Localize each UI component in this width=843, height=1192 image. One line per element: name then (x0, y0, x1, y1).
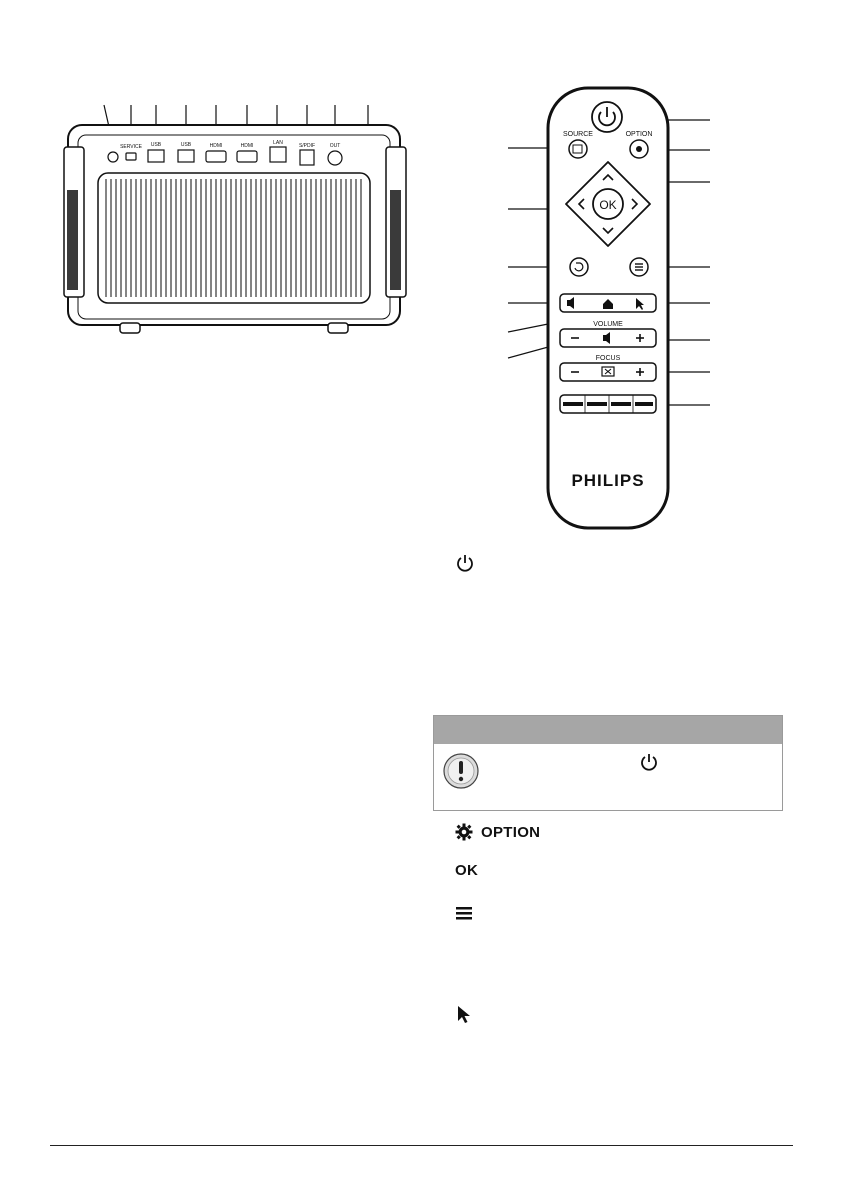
lan-port-label: LAN (273, 140, 283, 146)
hdmi1-port-label: HDMI (209, 143, 223, 149)
projector-rear-panel-illustration (40, 95, 430, 355)
focus-label: FOCUS (595, 355, 621, 362)
caution-note (433, 715, 783, 811)
ok-label-remote: OK (599, 198, 617, 212)
caution-icon (442, 752, 480, 790)
spdif-port-label: S/PDIF (298, 143, 316, 149)
gear-icon (455, 823, 473, 841)
pointer-icon (455, 1004, 473, 1024)
volume-label: VOLUME (593, 321, 623, 328)
usb2-port-label: USB (180, 142, 192, 148)
legend-pointer (455, 1004, 473, 1024)
legend-menu (455, 905, 473, 921)
menu-icon (455, 905, 473, 921)
option-label-remote: OPTION (625, 131, 653, 138)
legend-ok-label: OK (455, 862, 479, 879)
legend-ok (455, 862, 478, 879)
caution-note-header (434, 716, 782, 744)
usb1-port-label: USB (150, 142, 162, 148)
legend-power (455, 553, 475, 573)
service-port-label: SERVICE (120, 144, 142, 150)
source-label: SOURCE (563, 131, 593, 138)
hdmi2-port-label: HDMI (240, 143, 254, 149)
brand-logo: PHILIPS (571, 471, 645, 490)
legend-option-label: OPTION (481, 823, 541, 841)
footer-rule (50, 1145, 793, 1146)
audio-out-port-label: OUT (329, 143, 341, 149)
remote-control-illustration (500, 70, 740, 540)
legend-option (455, 823, 540, 841)
power-icon (639, 752, 659, 772)
power-icon (455, 553, 475, 573)
